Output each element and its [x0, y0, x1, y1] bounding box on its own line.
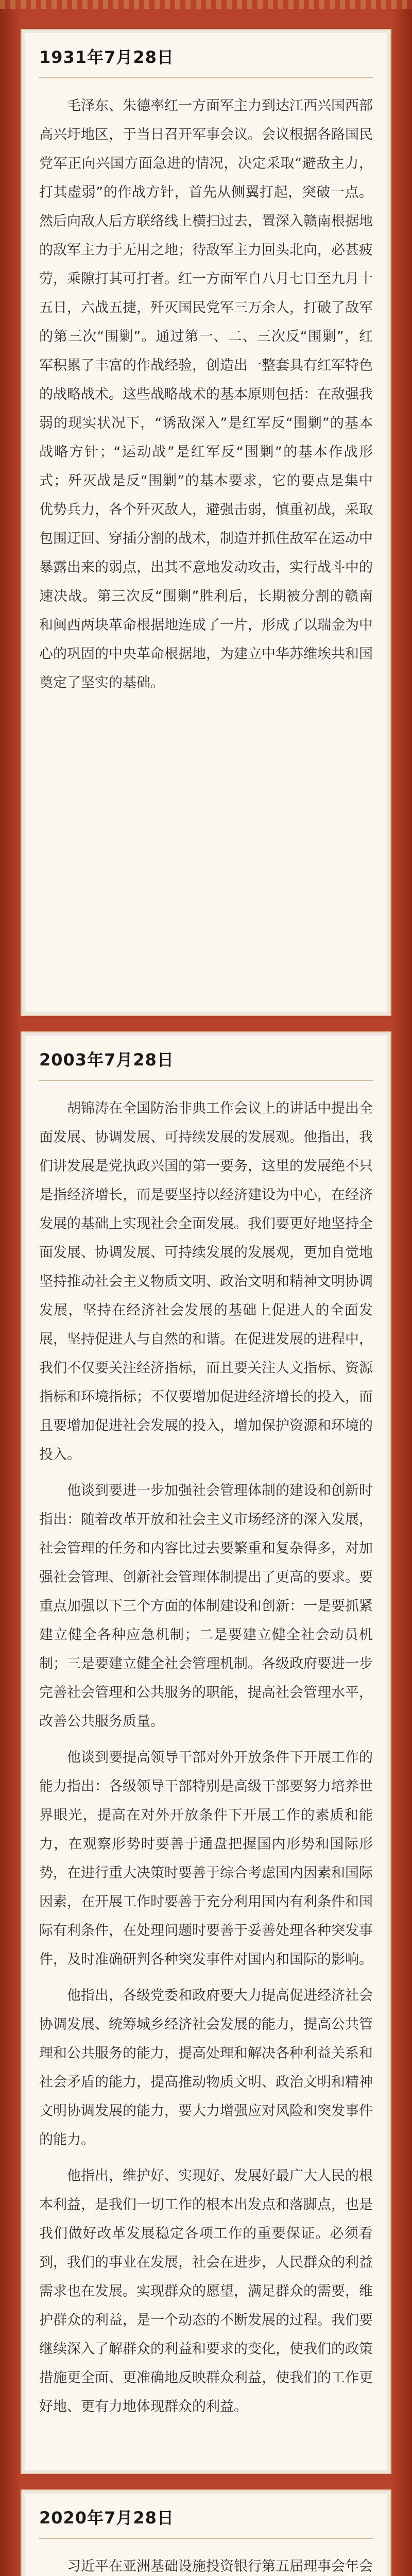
section-paragraph: 他指出，各级党委和政府要大力提高促进经济社会协调发展、统筹城乡经济社会发展的能力，提高公共管理和公共服务的能力，提高处理和解决各种利益关系和社会矛盾的能力，提高推动物质文明、政治文明和精神文明协调发展的能力，要大力增强应对风险和突发事件的能力。 [39, 1988, 373, 2148]
section-card-2003 [21, 1031, 391, 2474]
section-paragraph: 他指出，维护好、实现好、发展好最广大人民的根本利益，是我们一切工作的根本出发点和落脚点，也是我们做好改革发展稳定各项工作的重要保证。必须看到，我们的事业在发展，社会在进步，人民群众的利益需求也在发展。实现群众的愿望，满足群众的需要，维护群众的利益，是一个动态的不断发展的过程。我们要继续深入了解群众的利益和要求的变化，使我们的政策措施更全面、更准确地反映群众利益，使我们的工作更好地、更有力地体现群众的利益。 [39, 2168, 373, 2415]
section-card-2020 [21, 2489, 391, 2576]
section-divider [39, 2538, 373, 2539]
section-paragraph: 胡锦涛在全国防治非典工作会议上的讲话中提出全面发展、协调发展、可持续发展的发展观。他指出，我们讲发展是党执政兴国的第一要务，这里的发展绝不只是指经济增长，而是要坚持以经济建设为中心，在经济发展的基础上实现社会全面发展。我们要更好地坚持全面发展、协调发展、可持续发展的发展观，更加自觉地坚持推动社会主义物质文明、政治文明和精神文明协调发展，坚持在经济社会发展的基础上促进人的全面发展，坚持促进人与自然的和谐。在促进发展的进程中，我们不仅要关注经济指标，而且要关注人文指标、资源指标和环境指标；不仅要增加促进经济增长的投入，而且要增加促进社会发展的投入，增加保护资源和环境的投入。 [39, 1100, 373, 1463]
section-paragraph: 他谈到要提高领导干部对外开放条件下开展工作的能力指出：各级领导干部特别是高级干部要努力培养世界眼光，提高在对外开放条件下开展工作的素质和能力，在观察形势时要善于通盘把握国内形势和国际形势，在进行重大决策时要善于综合考虑国内因素和国际因素，在开展工作时要善于充分利用国内有利条件和国际有利条件，在处理问题时要善于妥善处理各种突发事件，及时准确研判各种突发事件对国内和国际的影响。 [39, 1750, 373, 1968]
section-card-1931 [21, 29, 391, 1016]
section-paragraph: 他谈到要进一步加强社会管理体制的建设和创新时指出：随着改革开放和社会主义市场经济的深入发展，社会管理的任务和内容比过去要繁重和复杂得多，对加强社会管理、创新社会管理体制提出了更高的要求。要重点加强以下三个方面的体制建设和创新：一是要抓紧建立健全各种应急机制；二是要建立健全社会动员机制；三是要建立健全社会管理机制。各级政府要进一步完善社会管理和公共服务的职能，提高社会管理水平，改善公共服务质量。 [39, 1483, 373, 1730]
section-date-heading: 2020年7月28日 [39, 2508, 174, 2528]
section-divider [39, 1080, 373, 1081]
section-paragraph: 毛泽东、朱德率红一方面军主力到达江西兴国西部高兴圩地区，于当日召开军事会议。会议根据各路国民党军正向兴国方面急进的情况，决定采取“避敌主力，打其虚弱”的作战方针，首先从侧翼打起，突破一点。然后向敌人后方联络线上横扫过去，置深入赣南根据地的敌军主力于无用之地；待敌军主力回头北向，必甚疲劳，乘隙打其可打者。红一方面军自八月七日至九月十五日，六战五捷，歼灭国民党军三万余人，打破了敌军的第三次“围剿”。通过第一、二、三次反“围剿”，红军积累了丰富的作战经验，创造出一整套具有红军特色的战略战术。这些战略战术的基本原则包括：在敌强我弱的现实状况下，“诱敌深入”是红军反“围剿”的基本战略方针；“运动战”是红军反“围剿”的基本作战形式；歼灭战是反“围剿”的基本要求，它的要点是集中优势兵力，各个歼灭敌人，避强击弱，慎重初战，采取包围迂回、穿插分割的战术，制造并抓住敌军在运动中暴露出来的弱点，出其不意地发动攻击，实行战斗中的速决战。第三次反“围剿”胜利后，长期被分割的赣南和闽西两块革命根据地连成了一片，形成了以瑞金为中心的巩固的中央革命根据地，为建立中华苏维埃共和国奠定了坚实的基础。 [39, 98, 373, 691]
section-paragraph: 习近平在亚洲基础设施投资银行第五届理事会年会 [67, 2558, 373, 2574]
top-ornament-border [0, 0, 412, 9]
section-date-heading: 1931年7月28日 [39, 47, 174, 67]
section-divider [39, 77, 373, 78]
section-date-heading: 2003年7月28日 [39, 1050, 174, 1070]
